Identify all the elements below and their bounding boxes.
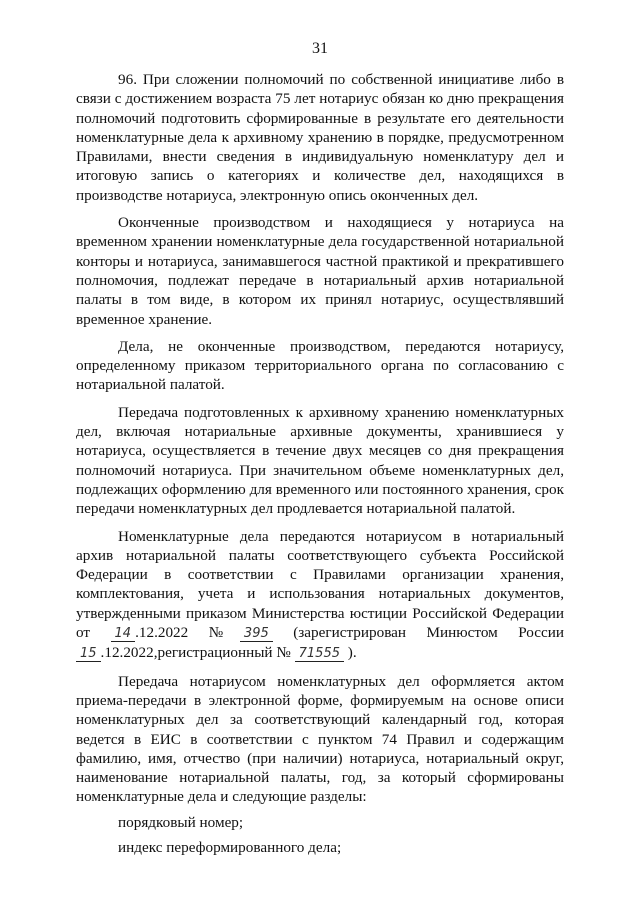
archive-text-a: Номенклатурные дела передаются нотариусом в нотариальный архив нотариальной палаты соответствующего субъекта Российской Федерации в соответствии с Правилами организации хранения, комплектования, учета и использования нотариальных документов, утвержденными приказом Министерства юстиции Российской Федерации от <box>76 527 564 642</box>
page-number: 31 <box>312 40 328 57</box>
archive-text-e: ). <box>347 644 357 662</box>
paragraph-archive-transfer <box>76 527 564 664</box>
handwritten-order-day: 14 <box>111 626 136 642</box>
paragraph-unfinished-cases: Дела, не оконченные производством, передаются нотариусу, определенному приказом территориального органа по согласованию с нотариальной палатой. <box>76 337 564 394</box>
archive-text-d: .12.2022,регистрационный № <box>100 644 291 662</box>
handwritten-registration-number: 71555 <box>295 646 344 662</box>
archive-text-c: (зарегистрирован Минюстом России <box>293 624 565 642</box>
paragraph-transfer-terms: Передача подготовленных к архивному хранению номенклатурных дел, включая нотариальные архивные документы, хранившиеся у нотариуса, осуществляется в течение двух месяцев со дня прекращения полномочий нотариуса. При значительном объеме номенклатурных дел, подлежащих оформлению для временного или постоянного хранения, срок передачи номенклатурных дел продлевается нотариальной палатой. <box>76 403 564 518</box>
list-item: индекс переформированного дела; <box>118 838 342 856</box>
paragraph-act-of-transfer: Передача нотариусом номенклатурных дел оформляется актом приема-передачи в электронной форме, формируемым на основе описи номенклатурных дел за соответствующий календарный год, которая ведется в ЕИС в соответствии с пунктом 74 Правил и содержащим фамилию, имя, отчество (при наличии) нотариуса, нотариальный округ, наименование нотариальной палаты, год, за который сформированы номенклатурные дела и следующие разделы: <box>76 672 564 806</box>
paragraph-completed-cases: Оконченные производством и находящиеся у нотариуса на временном хранении номенклатурные дела государственной нотариальной конторы и нотариуса, занимавшегося частной практикой и прекратившего полномочия, подлежат передаче в нотариальный архив нотариальной палаты в том виде, в котором их принял нотариус, осуществлявший временное хранение. <box>76 214 564 328</box>
list-item: порядковый номер; <box>118 813 244 831</box>
archive-text-b: .12.2022 № <box>135 624 240 642</box>
handwritten-registration-day: 15 <box>76 646 101 662</box>
handwritten-order-number: 395 <box>240 626 273 642</box>
paragraph-96: 96. При сложении полномочий по собственной инициативе либо в связи с достижением возраста 75 лет нотариус обязан ко дню прекращения полномочий подготовить сформированные в результате его деятельности номенклатурные дела к архивному хранению в порядке, предусмотренном Правилами, внести сведения в индивидуальную номенклатуру дел и итоговую запись о категориях и количестве дел, находящихся в производстве нотариуса, электронную опись оконченных дел. <box>76 71 564 204</box>
